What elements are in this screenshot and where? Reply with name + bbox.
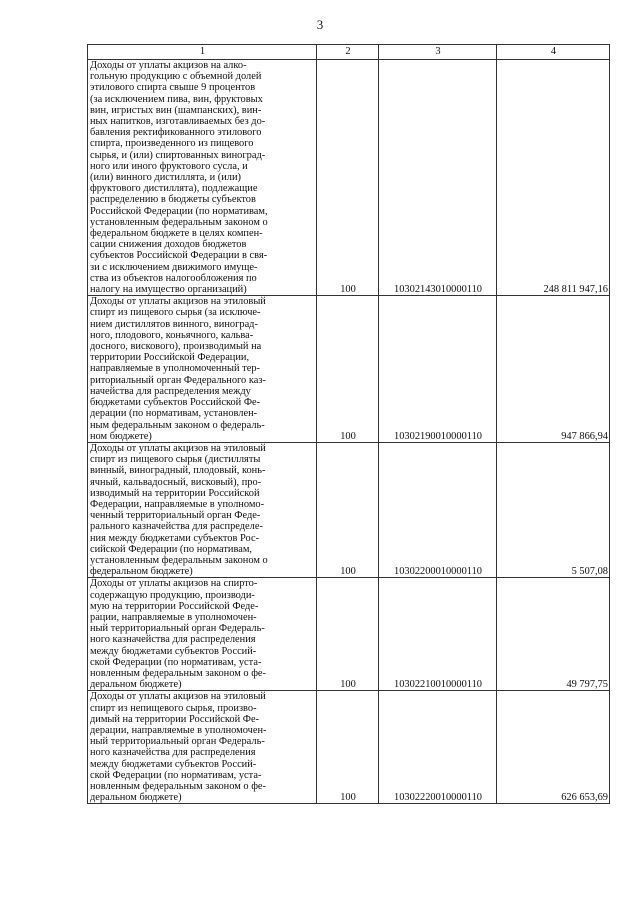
description-line: димый на территории Российской Фе- [90,713,260,725]
budget-classification-code: 10302210010000110 [379,578,497,691]
budget-classification-code: 10302200010000110 [379,442,497,577]
description-line: ного или иного фруктового сусла, и [90,160,248,172]
description-line: изводимый на территории Российской [90,487,260,499]
description-line: Федерации, направляемые в уполномо- [90,498,265,510]
column-header-2: 2 [317,45,379,60]
table-body [88,45,610,804]
description-line: направляемые в уполномоченный тер- [90,363,260,375]
description-line: (или) винного дистиллята, и (или) [90,172,241,184]
description-line: деральном бюджете) [90,679,182,691]
description-line: спирт из пищевого сырья (дистилляты [90,454,261,466]
budget-classification-code: 10302190010000110 [379,296,497,443]
amount-cell: 947 866,94 [497,296,610,443]
description-line: ного казначейства для распределения [90,747,256,759]
table-row [88,691,610,804]
budget-classification-code: 10302220010000110 [379,691,497,804]
table-header-row [88,45,610,60]
description-line: начейства для распределения между [90,385,251,397]
description-line: распределению в бюджеты субъектов [90,194,256,206]
description-line: территории Российской Федерации, [90,352,250,364]
description-line: содержащую продукцию, производи- [90,589,255,601]
description-line: мую на территории Российской Феде- [90,600,259,612]
amount-cell: 248 811 947,16 [497,60,610,296]
description-line: рации, направляемые в уполномочен- [90,611,257,623]
description-line: между бюджетами субъектов Россий- [90,758,257,770]
description-line: вин, игристых вин (шампанских), вин- [90,104,262,116]
table-row [88,60,610,296]
description-line: ным федеральным законом о федераль- [90,419,265,431]
description-line: деральном бюджете) [90,792,182,804]
table-row [88,442,610,577]
description-line: (за исключением пива, вин, фруктовых [90,93,263,105]
description-line: спирт из пищевого сырья (за исключе- [90,307,261,319]
description-line: фруктового дистиллята), подлежащие [90,183,258,195]
revenue-description [88,296,317,443]
line-code-cell: 100 [317,578,379,691]
revenue-description [88,60,317,296]
description-line: ных напитков, изготавливаемых без до- [90,116,266,128]
line-code-cell: 100 [317,691,379,804]
description-line: установленным федеральным законом о [90,554,268,566]
description-line: ства из объектов налогообложения по [90,272,257,284]
description-line: гольную продукцию с объемной долей [90,71,262,83]
description-line: дерации, направляемые в уполномочен- [90,724,267,736]
revenue-description [88,442,317,577]
description-line: спирта, произведенного из пищевого [90,138,254,150]
description-line: ской Федерации (по нормативам, уста- [90,769,262,781]
description-line: субъектов Российской Федерации в свя- [90,250,268,262]
description-line: риториальный орган Федерального каз- [90,374,266,386]
page-number: 3 [316,17,324,32]
line-code-cell: 100 [317,60,379,296]
description-line: сийской Федерации (по нормативам, [90,543,252,555]
line-code-cell: 100 [317,296,379,443]
description-line: ном бюджете) [90,430,152,442]
description-line: нием дистиллятов винного, виноград- [90,318,258,330]
description-line: бавления ректификованного этилового [90,127,262,139]
description-line: ного казначейства для распределения [90,634,256,646]
budget-classification-code: 10302143010000110 [379,60,497,296]
description-line: федеральном бюджете) [90,566,193,578]
revenue-table [87,44,610,804]
description-line: бюджетами субъектов Российской Фе- [90,397,261,409]
column-header-1: 1 [88,45,317,60]
description-line: ния между бюджетами субъектов Рос- [90,532,260,544]
amount-cell: 49 797,75 [497,578,610,691]
description-line: новленным федеральным законом о фе- [90,781,267,792]
description-line: сырья, и (или) спиртованных виноград- [90,149,266,161]
description-line: Доходы от уплаты акцизов на спирто- [90,578,258,590]
amount-cell: 5 507,08 [497,442,610,577]
revenue-description [88,691,317,804]
description-line: ного, плодового, коньячного, кальва- [90,329,254,341]
table-row [88,578,610,691]
description-line: ячный, кальвадосный, висковый), про- [90,476,262,488]
description-line: дерации (по нормативам, установлен- [90,408,258,420]
description-line: рального казначейства для распределе- [90,521,263,533]
description-line: установленным федеральным законом о [90,216,268,228]
description-line: Доходы от уплаты акцизов на этиловый [90,691,266,703]
description-line: Доходы от уплаты акцизов на этиловый [90,296,266,308]
description-line: Российской Федерации (по нормативам, [90,205,268,217]
description-line: винный, виноградный, плодовый, конь- [90,465,266,477]
description-line: ный территориальный орган Федераль- [90,736,265,748]
description-line: Доходы от уплаты акцизов на алко- [90,60,247,71]
column-header-4: 4 [497,45,610,60]
description-line: налогу на имущество организаций) [90,284,247,296]
description-line: сации снижения доходов бюджетов [90,239,247,251]
description-line: Доходы от уплаты акцизов на этиловый [90,442,266,454]
description-line: новленным федеральным законом о фе- [90,667,267,679]
revenue-description [88,578,317,691]
description-line: ской Федерации (по нормативам, уста- [90,656,262,668]
line-code-cell: 100 [317,442,379,577]
description-line: зи с исключением движимого имуще- [90,261,258,273]
description-line: этилового спирта свыше 9 процентов [90,82,256,94]
description-line: между бюджетами субъектов Россий- [90,645,257,657]
description-line: спирт из непищевого сырья, произво- [90,702,257,714]
amount-cell: 626 653,69 [497,691,610,804]
column-header-3: 3 [379,45,497,60]
description-line: ный территориальный орган Федераль- [90,623,265,635]
description-line: досного, вискового), производимый на [90,341,262,353]
table-row [88,296,610,443]
description-line: ченный территориальный орган Феде- [90,510,261,522]
description-line: федеральном бюджете в целях компен- [90,228,263,240]
